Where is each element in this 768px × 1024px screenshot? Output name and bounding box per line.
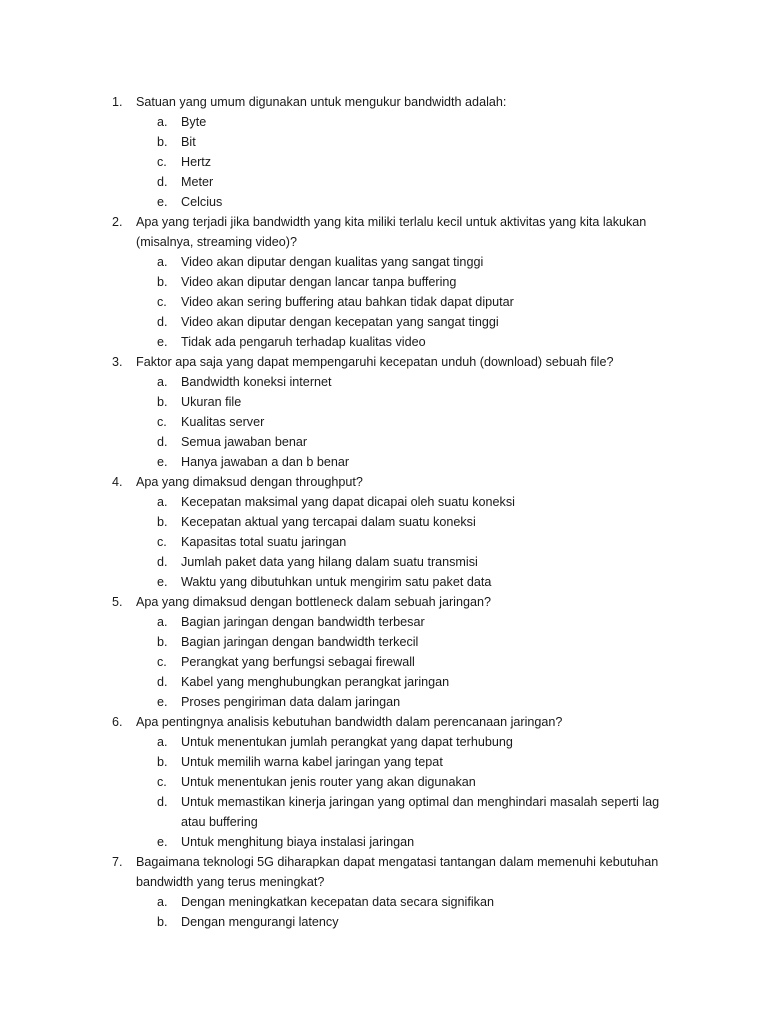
option-text: Tidak ada pengaruh terhadap kualitas video (181, 335, 426, 349)
option-item (136, 172, 672, 192)
option-text: Video akan diputar dengan kecepatan yang sangat tinggi (181, 315, 499, 329)
option-letter: b. (157, 395, 168, 409)
option-text: Ukuran file (181, 395, 242, 409)
option-text: Bandwidth koneksi internet (181, 375, 332, 389)
option-item (136, 272, 672, 292)
option-letter: b. (157, 635, 168, 649)
question-text: Apa yang dimaksud dengan throughput? (136, 475, 363, 489)
option-letter: a. (157, 375, 168, 389)
option-text: Kapasitas total suatu jaringan (181, 535, 347, 549)
option-item (136, 572, 672, 592)
option-letter: b. (157, 755, 168, 769)
option-item (136, 732, 672, 752)
question-6 (0, 712, 768, 852)
question-number: 1. (112, 95, 123, 109)
option-list (136, 612, 672, 712)
question-2 (0, 212, 768, 352)
option-letter: d. (157, 795, 168, 809)
option-letter: c. (157, 415, 167, 429)
option-text: Jumlah paket data yang hilang dalam suatu transmisi (181, 555, 478, 569)
option-letter: b. (157, 915, 168, 929)
option-item (136, 432, 672, 452)
option-letter: e. (157, 695, 168, 709)
option-item (136, 132, 672, 152)
option-letter: a. (157, 895, 168, 909)
option-item (136, 332, 672, 352)
option-text: Untuk menentukan jenis router yang akan digunakan (181, 775, 476, 789)
option-letter: a. (157, 115, 168, 129)
question-text: Bagaimana teknologi 5G diharapkan dapat mengatasi tantangan dalam memenuhi kebutuhan bandwidth yang terus meningkat? (136, 855, 659, 889)
option-list (136, 372, 672, 472)
option-text: Bit (181, 135, 196, 149)
option-text: Byte (181, 115, 207, 129)
option-text: Kabel yang menghubungkan perangkat jaringan (181, 675, 450, 689)
option-letter: c. (157, 155, 167, 169)
question-1 (0, 92, 768, 212)
option-letter: c. (157, 775, 167, 789)
option-text: Meter (181, 175, 214, 189)
option-letter: e. (157, 195, 168, 209)
option-letter: c. (157, 535, 167, 549)
option-letter: d. (157, 555, 168, 569)
option-text: Bagian jaringan dengan bandwidth terbesar (181, 615, 425, 629)
option-item (136, 892, 672, 912)
option-letter: b. (157, 515, 168, 529)
option-item (136, 692, 672, 712)
option-letter: e. (157, 335, 168, 349)
option-list (136, 892, 672, 932)
option-letter: a. (157, 255, 168, 269)
option-item (136, 112, 672, 132)
option-letter: a. (157, 735, 168, 749)
option-text: Untuk memilih warna kabel jaringan yang tepat (181, 755, 443, 769)
option-text: Kecepatan maksimal yang dapat dicapai oleh suatu koneksi (181, 495, 515, 509)
option-item (136, 792, 672, 832)
option-letter: d. (157, 175, 168, 189)
option-text: Untuk menentukan jumlah perangkat yang dapat terhubung (181, 735, 513, 749)
question-number: 4. (112, 475, 123, 489)
option-item (136, 612, 672, 632)
option-letter: d. (157, 315, 168, 329)
option-text: Video akan sering buffering atau bahkan tidak dapat diputar (181, 295, 514, 309)
option-item (136, 512, 672, 532)
question-number: 5. (112, 595, 123, 609)
question-text: Satuan yang umum digunakan untuk mengukur bandwidth adalah: (136, 95, 507, 109)
option-item (136, 392, 672, 412)
option-item (136, 632, 672, 652)
option-letter: c. (157, 655, 167, 669)
question-text: Apa pentingnya analisis kebutuhan bandwidth dalam perencanaan jaringan? (136, 715, 563, 729)
option-item (136, 912, 672, 932)
option-text: Dengan mengurangi latency (181, 915, 339, 929)
option-item (136, 152, 672, 172)
option-item (136, 312, 672, 332)
option-text: Untuk menghitung biaya instalasi jaringan (181, 835, 415, 849)
option-list (136, 732, 672, 852)
option-text: Celcius (181, 195, 223, 209)
question-number: 6. (112, 715, 123, 729)
option-letter: d. (157, 675, 168, 689)
option-item (136, 652, 672, 672)
option-item (136, 412, 672, 432)
option-item (136, 452, 672, 472)
option-letter: d. (157, 435, 168, 449)
option-letter: e. (157, 835, 168, 849)
option-item (136, 532, 672, 552)
option-item (136, 192, 672, 212)
option-text: Proses pengiriman data dalam jaringan (181, 695, 401, 709)
question-list (0, 92, 768, 932)
option-item (136, 672, 672, 692)
option-text: Bagian jaringan dengan bandwidth terkecil (181, 635, 419, 649)
option-item (136, 372, 672, 392)
question-text: Faktor apa saja yang dapat mempengaruhi kecepatan unduh (download) sebuah file? (136, 355, 614, 369)
question-7 (0, 852, 768, 932)
option-item (136, 772, 672, 792)
question-number: 2. (112, 215, 123, 229)
option-text: Kecepatan aktual yang tercapai dalam suatu koneksi (181, 515, 476, 529)
option-text: Dengan meningkatkan kecepatan data secara signifikan (181, 895, 494, 909)
option-text: Perangkat yang berfungsi sebagai firewall (181, 655, 415, 669)
question-text: Apa yang terjadi jika bandwidth yang kita miliki terlalu kecil untuk aktivitas yang kita lakukan (misalnya, streaming video)? (136, 215, 647, 249)
option-item (136, 832, 672, 852)
option-text: Semua jawaban benar (181, 435, 308, 449)
option-item (136, 752, 672, 772)
option-letter: e. (157, 575, 168, 589)
option-letter: b. (157, 275, 168, 289)
option-text: Kualitas server (181, 415, 265, 429)
option-text: Untuk memastikan kinerja jaringan yang optimal dan menghindari masalah seperti lag atau buffering (181, 795, 660, 829)
question-text: Apa yang dimaksud dengan bottleneck dalam sebuah jaringan? (136, 595, 491, 609)
option-letter: c. (157, 295, 167, 309)
option-letter: b. (157, 135, 168, 149)
option-letter: e. (157, 455, 168, 469)
question-number: 3. (112, 355, 123, 369)
option-letter: a. (157, 495, 168, 509)
question-number: 7. (112, 855, 123, 869)
option-text: Video akan diputar dengan lancar tanpa buffering (181, 275, 457, 289)
question-3 (0, 352, 768, 472)
question-5 (0, 592, 768, 712)
option-item (136, 292, 672, 312)
option-text: Hertz (181, 155, 212, 169)
option-list (136, 252, 672, 352)
option-item (136, 552, 672, 572)
option-list (136, 492, 672, 592)
option-item (136, 492, 672, 512)
option-item (136, 252, 672, 272)
option-text: Waktu yang dibutuhkan untuk mengirim satu paket data (181, 575, 492, 589)
option-text: Hanya jawaban a dan b benar (181, 455, 350, 469)
question-4 (0, 472, 768, 592)
option-list (136, 112, 672, 212)
option-text: Video akan diputar dengan kualitas yang sangat tinggi (181, 255, 484, 269)
option-letter: a. (157, 615, 168, 629)
